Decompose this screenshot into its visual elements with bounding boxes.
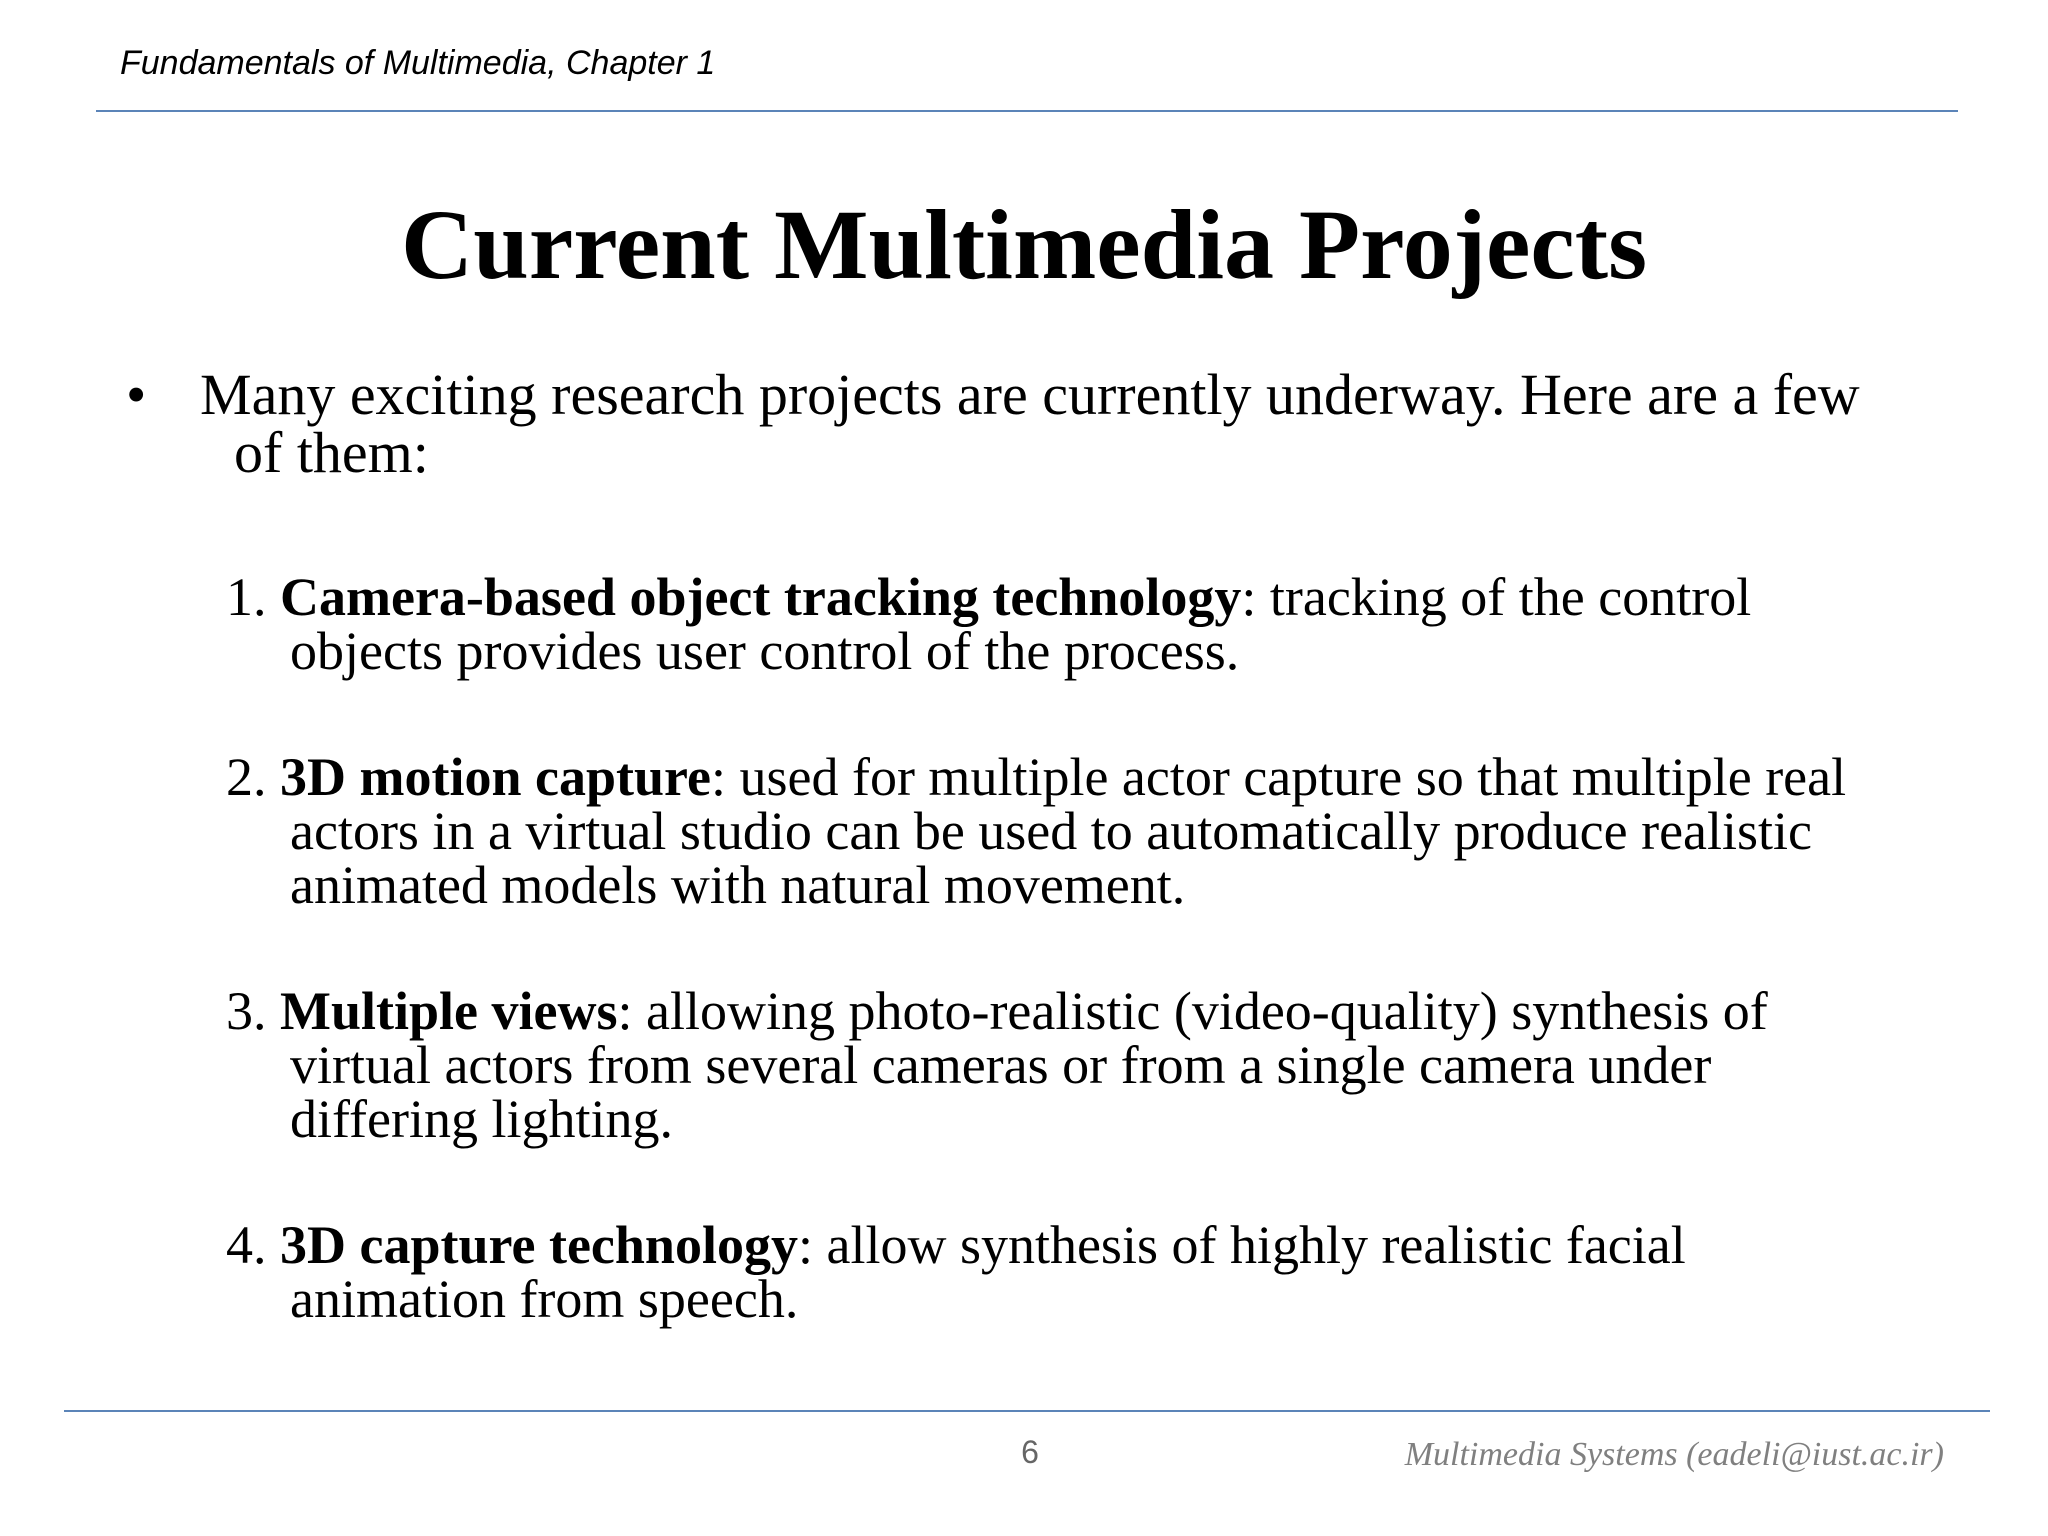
- item-number: 1.: [226, 567, 267, 627]
- item-number: 3.: [226, 981, 267, 1041]
- item-description: : used for multiple actor capture so that multiple real actors in a virtual studio can be used to automatically produce realistic animated models with natural movement.: [290, 747, 1847, 915]
- list-item: [226, 567, 1886, 681]
- intro-text: Many exciting research projects are currently underway. Here are a few of them:: [200, 362, 1860, 485]
- project-list: [226, 567, 1886, 1398]
- item-description: : allowing photo-realistic (video-quality) synthesis of virtual actors from several cameras or from a single camera under differing lighting.: [290, 981, 1768, 1149]
- bullet-icon: •: [126, 362, 147, 427]
- header-chapter-title: Fundamentals of Multimedia, Chapter 1: [120, 44, 716, 82]
- item-description: : allow synthesis of highly realistic facial animation from speech.: [290, 1215, 1686, 1329]
- footer-divider: [64, 1410, 1990, 1412]
- list-item: [226, 1215, 1886, 1329]
- page-number: 6: [1021, 1434, 1039, 1470]
- header-divider: [96, 110, 1958, 112]
- item-description: : tracking of the control objects provides user control of the process.: [290, 567, 1752, 681]
- list-item: [226, 981, 1886, 1149]
- item-term: 3D capture technology: [280, 1215, 798, 1275]
- intro-bullet: [126, 362, 1886, 485]
- item-term: 3D motion capture: [280, 747, 711, 807]
- item-number: 4.: [226, 1215, 267, 1275]
- slide-title: Current Multimedia Projects: [401, 189, 1647, 300]
- item-number: 2.: [226, 747, 267, 807]
- list-item: [226, 747, 1886, 915]
- footer-credit: Multimedia Systems (eadeli@iust.ac.ir): [1404, 1436, 1944, 1473]
- item-term: Multiple views: [280, 981, 618, 1041]
- item-term: Camera-based object tracking technology: [280, 567, 1242, 627]
